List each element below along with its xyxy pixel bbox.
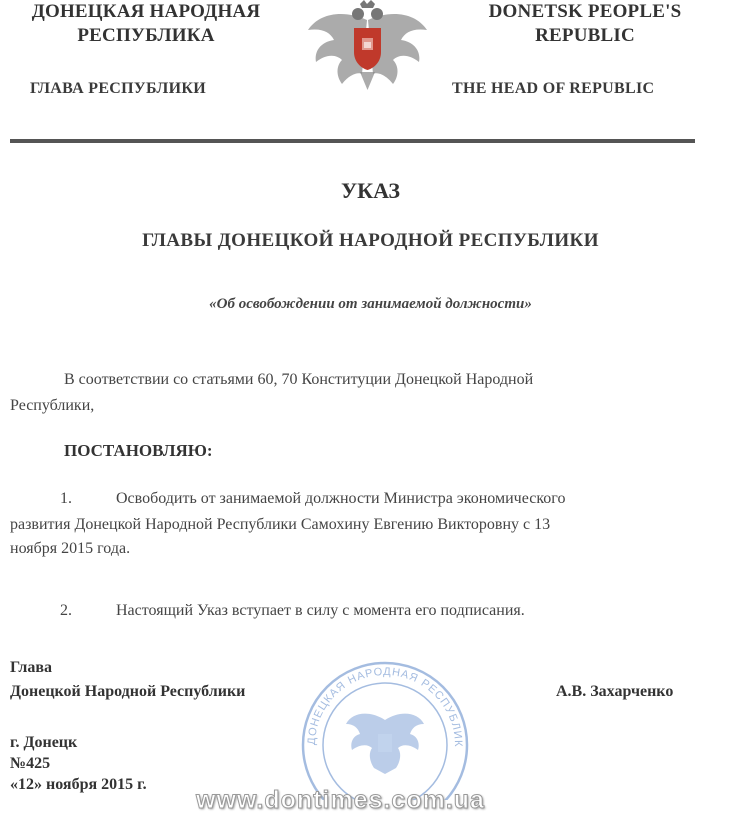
header-divider [10, 139, 695, 143]
footer-number: №425 [10, 755, 51, 772]
decree-topic: «Об освобождении от занимаемой должности» [209, 296, 532, 312]
stamp-ring-text: ДОНЕЦКАЯ НАРОДНАЯ РЕСПУБЛИК [305, 665, 465, 748]
header-right [440, 0, 730, 48]
signature-role-line1: Глава [10, 659, 52, 676]
item2-number: 2. [60, 602, 72, 619]
watermark: www.dontimes.com.ua [196, 786, 485, 814]
item1-line2: развития Донецкой Народной Республики Самохину Евгению Викторовну с 13 [10, 516, 551, 533]
signature-role-line2: Донецкой Народной Республики [10, 683, 246, 700]
header-right-sub: THE HEAD OF REPUBLIC [452, 80, 655, 97]
header-left-line2: РЕСПУБЛИКА [77, 25, 215, 46]
decree-title: УКАЗ [340, 178, 401, 203]
footer-city: г. Донецк [10, 734, 78, 751]
coat-of-arms-icon [300, 0, 435, 97]
signature-name: А.В. Захарченко [556, 683, 674, 700]
header-left-sub: ГЛАВА РЕСПУБЛИКИ [30, 80, 207, 97]
item1-line3: ноября 2015 года. [10, 540, 131, 557]
header-left [6, 0, 286, 48]
preamble-line1: В соответствии со статьями 60, 70 Конституции Донецкой Народной [64, 371, 534, 388]
item2-text: Настоящий Указ вступает в силу с момента его подписания. [116, 602, 525, 619]
header-right-line1: DONETSK PEOPLE'S [488, 1, 682, 22]
decree-subtitle: ГЛАВЫ ДОНЕЦКОЙ НАРОДНОЙ РЕСПУБЛИКИ [142, 230, 599, 251]
preamble-line2: Республики, [10, 397, 95, 414]
header-right-line2: REPUBLIC [535, 25, 635, 46]
footer-date: «12» ноября 2015 г. [10, 776, 147, 793]
item1-line1: Освободить от занимаемой должности Министра экономического [116, 490, 566, 507]
resolve-heading: ПОСТАНОВЛЯЮ: [64, 441, 213, 460]
header-left-line1: ДОНЕЦКАЯ НАРОДНАЯ [31, 1, 261, 22]
item1-number: 1. [60, 490, 72, 507]
official-stamp [290, 650, 480, 805]
